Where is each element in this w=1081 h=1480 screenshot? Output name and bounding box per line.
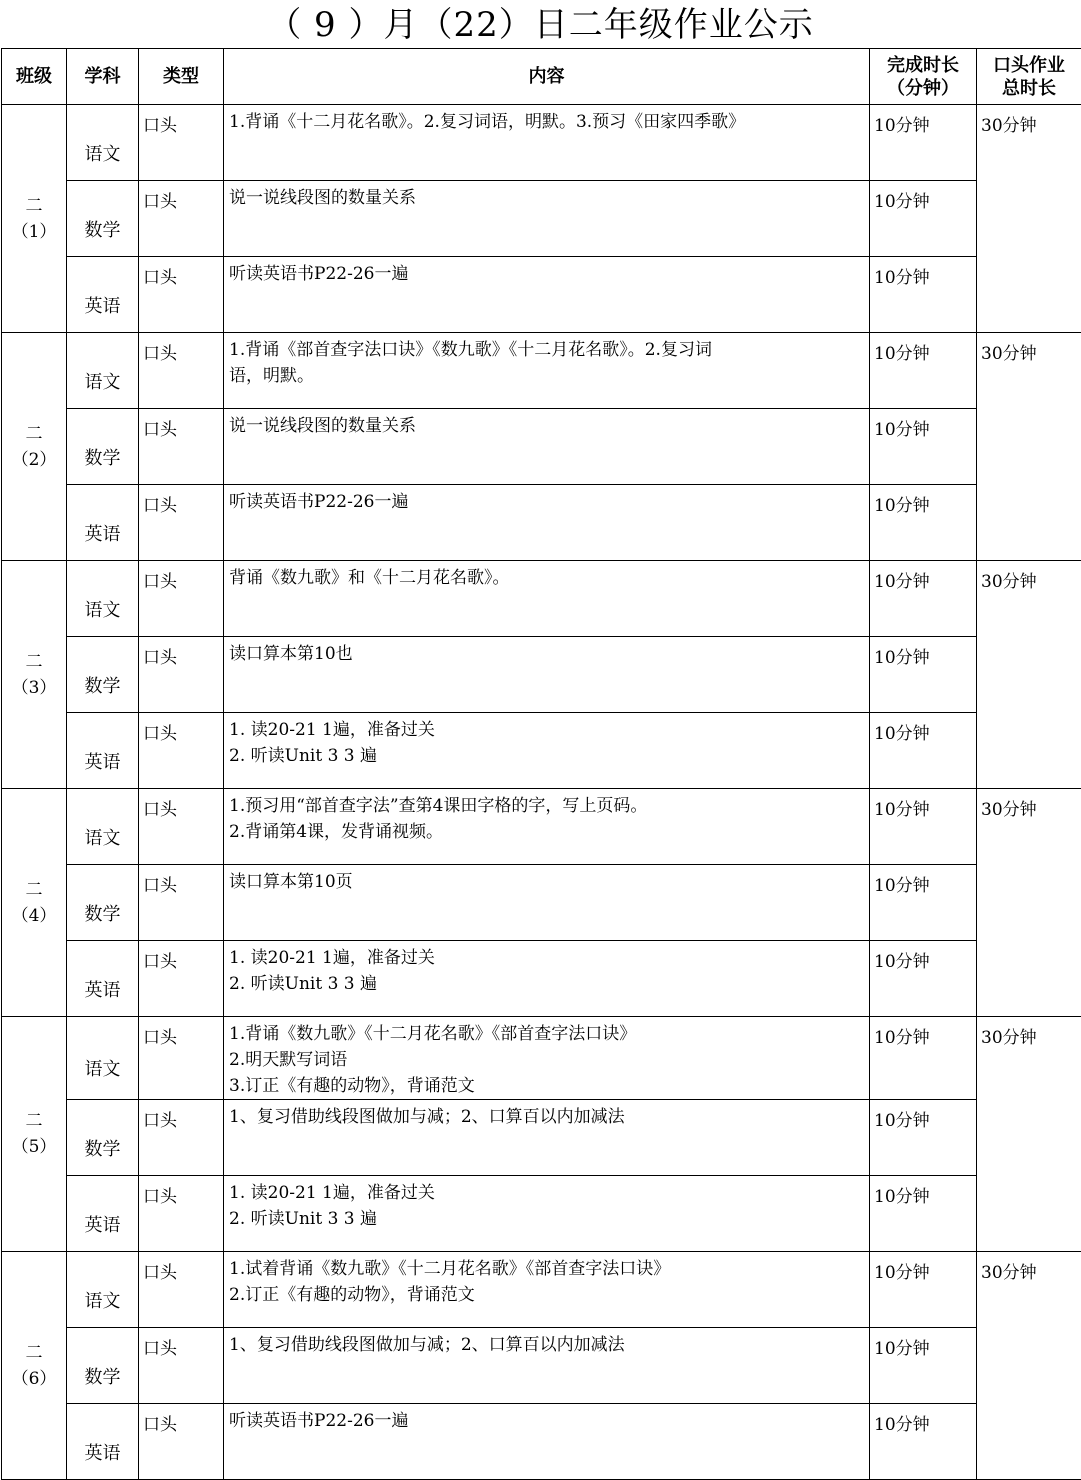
total-duration-cell: 30分钟	[977, 561, 1081, 789]
header-total-line1: 口头作业	[993, 55, 1065, 76]
header-content: 内容	[224, 49, 870, 105]
total-duration-cell: 30分钟	[977, 1017, 1081, 1252]
subject-cell: 语文	[67, 561, 139, 637]
subject-cell: 语文	[67, 105, 139, 181]
content-line: 1.背诵《数九歌》《十二月花名歌》《部首查字法口诀》	[229, 1021, 865, 1047]
type-cell: 口头	[139, 1176, 224, 1252]
header-duration	[870, 49, 977, 105]
table-row	[2, 1176, 1081, 1252]
subject-cell: 英语	[67, 1176, 139, 1252]
type-cell: 口头	[139, 561, 224, 637]
table-row	[2, 1017, 1081, 1100]
duration-cell: 10分钟	[870, 257, 977, 333]
header-type: 类型	[139, 49, 224, 105]
table-row	[2, 1252, 1081, 1328]
type-cell: 口头	[139, 333, 224, 409]
type-cell: 口头	[139, 789, 224, 865]
table-row	[2, 789, 1081, 865]
table-row	[2, 105, 1081, 181]
content-line: 1. 读20-21 1遍，准备过关	[229, 717, 865, 743]
content-cell	[224, 1404, 870, 1480]
header-duration-line2: （分钟）	[887, 78, 959, 99]
table-row	[2, 485, 1081, 561]
duration-cell: 10分钟	[870, 1328, 977, 1404]
subject-cell: 英语	[67, 713, 139, 789]
content-line: 语，明默。	[229, 363, 865, 389]
type-cell: 口头	[139, 1328, 224, 1404]
type-cell: 口头	[139, 1252, 224, 1328]
table-row	[2, 561, 1081, 637]
total-duration-cell: 30分钟	[977, 105, 1081, 333]
content-cell	[224, 333, 870, 409]
content-line: 1、复习借助线段图做加与减；2、口算百以内加减法	[229, 1332, 865, 1358]
type-cell: 口头	[139, 181, 224, 257]
page-title: （ 9 ）月（22）日二年级作业公示	[0, 0, 1081, 48]
total-duration-cell: 30分钟	[977, 333, 1081, 561]
content-line: 2. 听读Unit 3 3 遍	[229, 971, 865, 997]
header-total-line2: 总时长	[1002, 78, 1056, 99]
grade-label: 二	[2, 877, 66, 903]
content-line: 读口算本第10也	[229, 641, 865, 667]
subject-cell: 语文	[67, 1252, 139, 1328]
table-row	[2, 713, 1081, 789]
type-cell: 口头	[139, 865, 224, 941]
content-line: 说一说线段图的数量关系	[229, 185, 865, 211]
class-number: （2）	[2, 447, 66, 473]
duration-cell: 10分钟	[870, 1100, 977, 1176]
content-line: 说一说线段图的数量关系	[229, 413, 865, 439]
subject-cell: 英语	[67, 941, 139, 1017]
content-line: 听读英语书P22-26一遍	[229, 1408, 865, 1434]
table-row	[2, 333, 1081, 409]
header-subject: 学科	[67, 49, 139, 105]
content-cell	[224, 1017, 870, 1100]
content-cell	[224, 561, 870, 637]
table-row	[2, 941, 1081, 1017]
total-duration-cell: 30分钟	[977, 1252, 1081, 1480]
type-cell: 口头	[139, 1017, 224, 1100]
type-cell: 口头	[139, 257, 224, 333]
content-line: 2.订正《有趣的动物》，背诵范文	[229, 1282, 865, 1308]
content-line: 读口算本第10页	[229, 869, 865, 895]
table-row	[2, 865, 1081, 941]
content-line: 听读英语书P22-26一遍	[229, 261, 865, 287]
class-number: （6）	[2, 1366, 66, 1392]
content-line: 1.背诵《部首查字法口诀》《数九歌》《十二月花名歌》。2.复习词	[229, 337, 865, 363]
grade-label: 二	[2, 1340, 66, 1366]
content-cell	[224, 181, 870, 257]
grade-label: 二	[2, 421, 66, 447]
type-cell: 口头	[139, 1100, 224, 1176]
subject-cell: 数学	[67, 1328, 139, 1404]
class-cell	[2, 105, 67, 333]
content-line: 1.背诵《十二月花名歌》。2.复习词语，明默。3.预习《田家四季歌》	[229, 109, 865, 135]
content-cell	[224, 713, 870, 789]
duration-cell: 10分钟	[870, 789, 977, 865]
content-line: 3.订正《有趣的动物》，背诵范文	[229, 1073, 865, 1099]
content-cell	[224, 1176, 870, 1252]
duration-cell: 10分钟	[870, 1017, 977, 1100]
duration-cell: 10分钟	[870, 941, 977, 1017]
content-line: 听读英语书P22-26一遍	[229, 489, 865, 515]
content-line: 2.背诵第4课，发背诵视频。	[229, 819, 865, 845]
table-row	[2, 1404, 1081, 1480]
table-row	[2, 409, 1081, 485]
content-cell	[224, 1100, 870, 1176]
grade-label: 二	[2, 649, 66, 675]
duration-cell: 10分钟	[870, 865, 977, 941]
total-duration-cell: 30分钟	[977, 789, 1081, 1017]
subject-cell: 英语	[67, 257, 139, 333]
type-cell: 口头	[139, 637, 224, 713]
type-cell: 口头	[139, 105, 224, 181]
duration-cell: 10分钟	[870, 181, 977, 257]
class-number: （5）	[2, 1134, 66, 1160]
table-body	[2, 105, 1081, 1480]
content-line: 2. 听读Unit 3 3 遍	[229, 743, 865, 769]
duration-cell: 10分钟	[870, 333, 977, 409]
content-cell	[224, 941, 870, 1017]
grade-label: 二	[2, 1108, 66, 1134]
content-cell	[224, 409, 870, 485]
class-cell	[2, 1252, 67, 1480]
type-cell: 口头	[139, 941, 224, 1017]
subject-cell: 数学	[67, 409, 139, 485]
duration-cell: 10分钟	[870, 1404, 977, 1480]
header-class: 班级	[2, 49, 67, 105]
duration-cell: 10分钟	[870, 409, 977, 485]
content-cell	[224, 257, 870, 333]
content-line: 背诵《数九歌》和《十二月花名歌》。	[229, 565, 865, 591]
subject-cell: 语文	[67, 789, 139, 865]
subject-cell: 英语	[67, 1404, 139, 1480]
content-line: 1、复习借助线段图做加与减；2、口算百以内加减法	[229, 1104, 865, 1130]
table-row	[2, 181, 1081, 257]
duration-cell: 10分钟	[870, 713, 977, 789]
content-cell	[224, 789, 870, 865]
duration-cell: 10分钟	[870, 1176, 977, 1252]
content-cell	[224, 865, 870, 941]
subject-cell: 数学	[67, 865, 139, 941]
table-row	[2, 1100, 1081, 1176]
grade-label: 二	[2, 193, 66, 219]
content-cell	[224, 637, 870, 713]
type-cell: 口头	[139, 1404, 224, 1480]
subject-cell: 数学	[67, 637, 139, 713]
subject-cell: 数学	[67, 1100, 139, 1176]
subject-cell: 语文	[67, 333, 139, 409]
content-cell	[224, 1252, 870, 1328]
content-cell	[224, 1328, 870, 1404]
class-cell	[2, 789, 67, 1017]
class-cell	[2, 333, 67, 561]
duration-cell: 10分钟	[870, 485, 977, 561]
duration-cell: 10分钟	[870, 105, 977, 181]
header-total	[977, 49, 1081, 105]
duration-cell: 10分钟	[870, 637, 977, 713]
table-row	[2, 637, 1081, 713]
class-number: （1）	[2, 219, 66, 245]
type-cell: 口头	[139, 409, 224, 485]
class-cell	[2, 561, 67, 789]
class-cell	[2, 1017, 67, 1252]
content-cell	[224, 105, 870, 181]
content-line: 1. 读20-21 1遍，准备过关	[229, 945, 865, 971]
type-cell: 口头	[139, 485, 224, 561]
class-number: （3）	[2, 675, 66, 701]
subject-cell: 数学	[67, 181, 139, 257]
header-duration-line1: 完成时长	[887, 55, 959, 76]
content-cell	[224, 485, 870, 561]
subject-cell: 语文	[67, 1017, 139, 1100]
content-line: 1.预习用“部首查字法”查第4课田字格的字，写上页码。	[229, 793, 865, 819]
content-line: 1.试着背诵《数九歌》《十二月花名歌》《部首查字法口诀》	[229, 1256, 865, 1282]
header-row	[2, 49, 1081, 105]
content-line: 2.明天默写词语	[229, 1047, 865, 1073]
homework-table	[1, 48, 1081, 1480]
class-number: （4）	[2, 903, 66, 929]
table-row	[2, 257, 1081, 333]
type-cell: 口头	[139, 713, 224, 789]
content-line: 2. 听读Unit 3 3 遍	[229, 1206, 865, 1232]
content-line: 1. 读20-21 1遍，准备过关	[229, 1180, 865, 1206]
subject-cell: 英语	[67, 485, 139, 561]
table-row	[2, 1328, 1081, 1404]
duration-cell: 10分钟	[870, 561, 977, 637]
duration-cell: 10分钟	[870, 1252, 977, 1328]
